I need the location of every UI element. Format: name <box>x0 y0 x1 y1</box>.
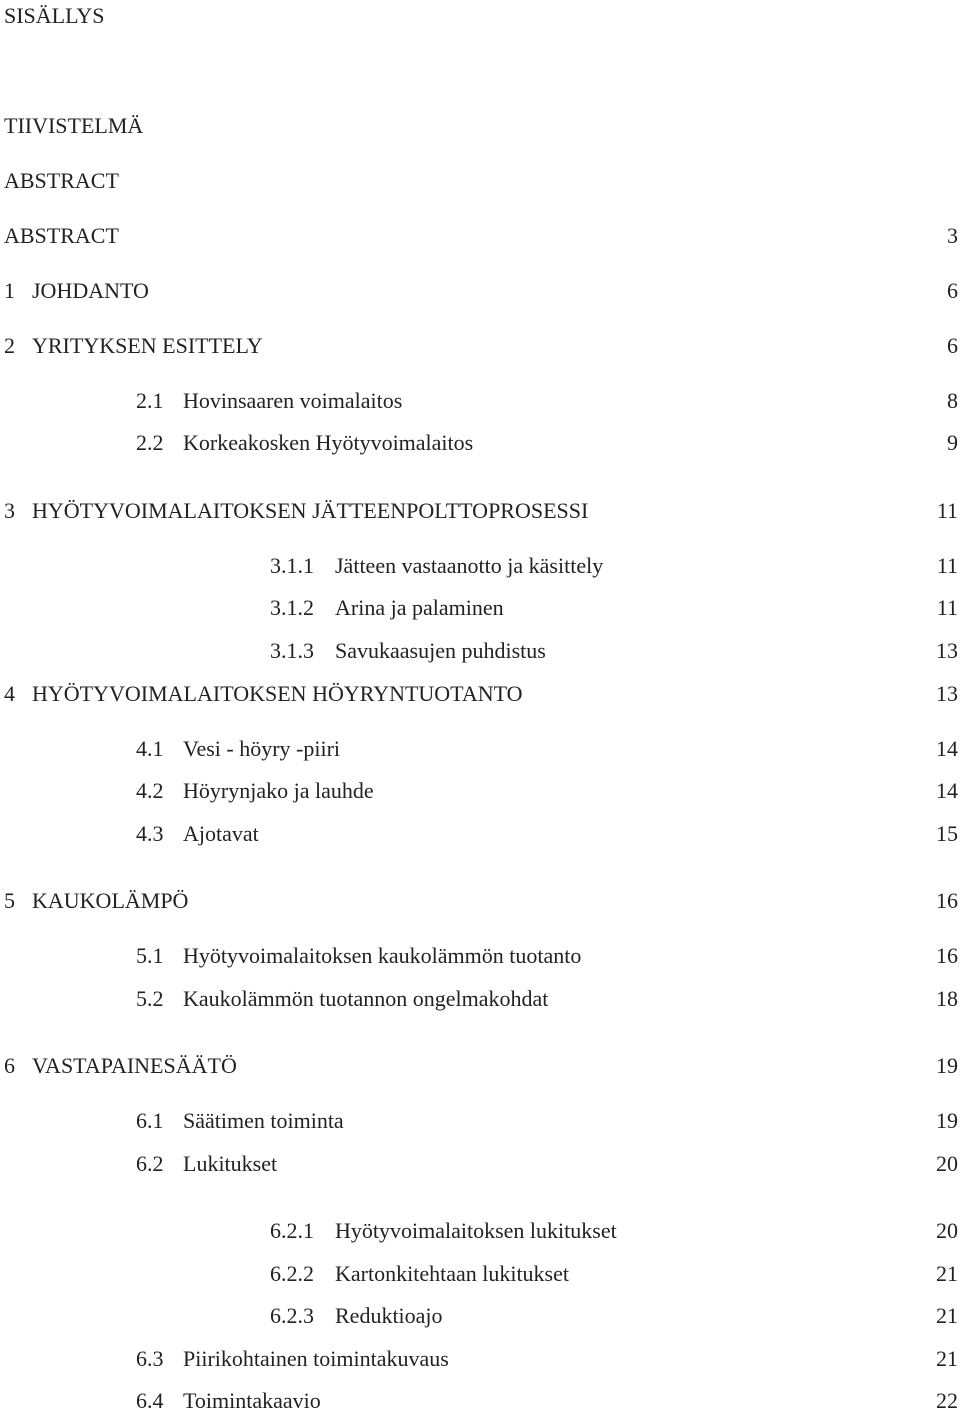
toc-entry-number: 6.4 <box>136 1388 164 1413</box>
toc-entry-title: Savukaasujen puhdistus <box>335 638 546 663</box>
toc-entry-title: Hyötyvoimalaitoksen kaukolämmön tuotanto <box>183 943 582 968</box>
toc-entry-number: 2.1 <box>136 388 164 413</box>
toc-entry-title: KAUKOLÄMPÖ <box>32 888 189 913</box>
toc-entry-title: Toimintakaavio <box>183 1388 321 1413</box>
toc-entry-title: Hyötyvoimalaitoksen lukitukset <box>335 1218 617 1243</box>
toc-entry <box>0 594 958 622</box>
toc-entry-title: Kartonkitehtaan lukitukset <box>335 1261 569 1286</box>
toc-entry-title: TIIVISTELMÄ <box>4 113 144 138</box>
toc-entry-page-number: 14 <box>936 778 958 803</box>
toc-entry-number: 3.1.1 <box>270 553 314 578</box>
toc-entry-number: 3 <box>4 498 15 523</box>
toc-entry-title: Höyrynjako ja lauhde <box>183 778 374 803</box>
toc-entry-page-number: 20 <box>936 1151 958 1176</box>
toc-entry-title: Lukitukset <box>183 1151 278 1176</box>
toc-entry-number: 4 <box>4 681 15 706</box>
toc-entry-page-number: 15 <box>936 821 958 846</box>
toc-entry-page-number: 13 <box>936 681 958 706</box>
toc-entry-page-number: 21 <box>936 1261 958 1286</box>
toc-entry-page-number: 6 <box>947 333 958 358</box>
toc-entry <box>0 735 958 763</box>
toc-entry-page-number: 21 <box>936 1346 958 1371</box>
toc-entry-number: 4.1 <box>136 736 164 761</box>
toc-entry <box>0 167 958 195</box>
toc-entry <box>0 887 958 915</box>
toc-entry-number: 5.2 <box>136 986 164 1011</box>
toc-entry-title: VASTAPAINESÄÄTÖ <box>32 1053 237 1078</box>
toc-entry <box>0 680 958 708</box>
toc-entry <box>0 1260 958 1288</box>
toc-entry-page-number: 11 <box>936 553 958 578</box>
toc-entry-number: 6.3 <box>136 1346 164 1371</box>
toc-entry-title: Piirikohtainen toimintakuvaus <box>183 1346 449 1371</box>
toc-entry-page-number: 20 <box>936 1218 958 1243</box>
toc-entry <box>0 429 958 457</box>
toc-entry-title: JOHDANTO <box>32 278 149 303</box>
toc-entry-number: 2.2 <box>136 430 164 455</box>
toc-entry-title: ABSTRACT <box>4 168 119 193</box>
toc-entry-number: 6.2.1 <box>270 1218 314 1243</box>
toc-entry <box>0 1302 958 1330</box>
toc-entry-title: Säätimen toiminta <box>183 1108 344 1133</box>
toc-entry-page-number: 11 <box>936 595 958 620</box>
toc-entry <box>0 1150 958 1178</box>
toc-entry-page-number: 6 <box>947 278 958 303</box>
toc-entry-title: Vesi - höyry -piiri <box>183 736 341 761</box>
toc-entry-number: 5 <box>4 888 15 913</box>
toc-entry <box>0 1217 958 1245</box>
toc-entry-title: HYÖTYVOIMALAITOKSEN HÖYRYNTUOTANTO <box>32 681 523 706</box>
toc-entry <box>0 820 958 848</box>
toc-entry-page-number: 16 <box>936 888 958 913</box>
toc-entry-number: 1 <box>4 278 15 303</box>
toc-entry <box>0 332 958 360</box>
toc-entry-title: Jätteen vastaanotto ja käsittely <box>335 553 604 578</box>
toc-entry-number: 6.2.2 <box>270 1261 314 1286</box>
toc-entry-page-number: 3 <box>947 223 958 248</box>
toc-entry-page-number: 11 <box>936 498 958 523</box>
toc-entry-number: 6.2 <box>136 1151 164 1176</box>
toc-entry-number: 5.1 <box>136 943 164 968</box>
toc-entry-title: YRITYKSEN ESITTELY <box>32 333 263 358</box>
toc-entry <box>0 387 958 415</box>
toc-entry <box>0 1387 958 1415</box>
toc-entry-title: Arina ja palaminen <box>335 595 504 620</box>
toc-entry <box>0 112 958 140</box>
toc-entry-title: Reduktioajo <box>335 1303 443 1328</box>
toc-entry <box>0 1052 958 1080</box>
toc-entry <box>0 985 958 1013</box>
toc-entry-number: 3.1.2 <box>270 595 314 620</box>
toc-entry <box>0 497 958 525</box>
toc-entry-page-number: 9 <box>947 430 958 455</box>
toc-entry <box>0 552 958 580</box>
toc-entry-page-number: 22 <box>936 1388 958 1413</box>
toc-entry-page-number: 8 <box>947 388 958 413</box>
toc-entry-page-number: 14 <box>936 736 958 761</box>
toc-entry-title: Kaukolämmön tuotannon ongelmakohdat <box>183 986 549 1011</box>
toc-entry-title: Ajotavat <box>183 821 259 846</box>
toc-entry-title: Hovinsaaren voimalaitos <box>183 388 403 413</box>
toc-entry-number: 6 <box>4 1053 15 1078</box>
toc-entry <box>0 1345 958 1373</box>
toc-entry-page-number: 21 <box>936 1303 958 1328</box>
toc-entry-number: 2 <box>4 333 15 358</box>
toc-entry-number: 4.3 <box>136 821 164 846</box>
toc-entry <box>0 777 958 805</box>
toc-entry-page-number: 16 <box>936 943 958 968</box>
toc-entry-number: 6.2.3 <box>270 1303 314 1328</box>
page-title: SISÄLLYS <box>4 3 105 28</box>
toc-entry <box>0 942 958 970</box>
toc-entry-title: Korkeakosken Hyötyvoimalaitos <box>183 430 474 455</box>
toc-entry <box>0 277 958 305</box>
toc-entry <box>0 1107 958 1135</box>
toc-entry-page-number: 19 <box>936 1108 958 1133</box>
toc-entry-page-number: 19 <box>936 1053 958 1078</box>
toc-entry <box>0 222 958 250</box>
toc-entry-number: 3.1.3 <box>270 638 314 663</box>
toc-entry-number: 4.2 <box>136 778 164 803</box>
toc-entry-number: 6.1 <box>136 1108 164 1133</box>
toc-entry-title: ABSTRACT <box>4 223 119 248</box>
toc-entry <box>0 637 958 665</box>
toc-entry-title: HYÖTYVOIMALAITOKSEN JÄTTEENPOLTTOPROSESSI <box>32 498 589 523</box>
toc-entry-page-number: 13 <box>936 638 958 663</box>
toc-entry-page-number: 18 <box>936 986 958 1011</box>
